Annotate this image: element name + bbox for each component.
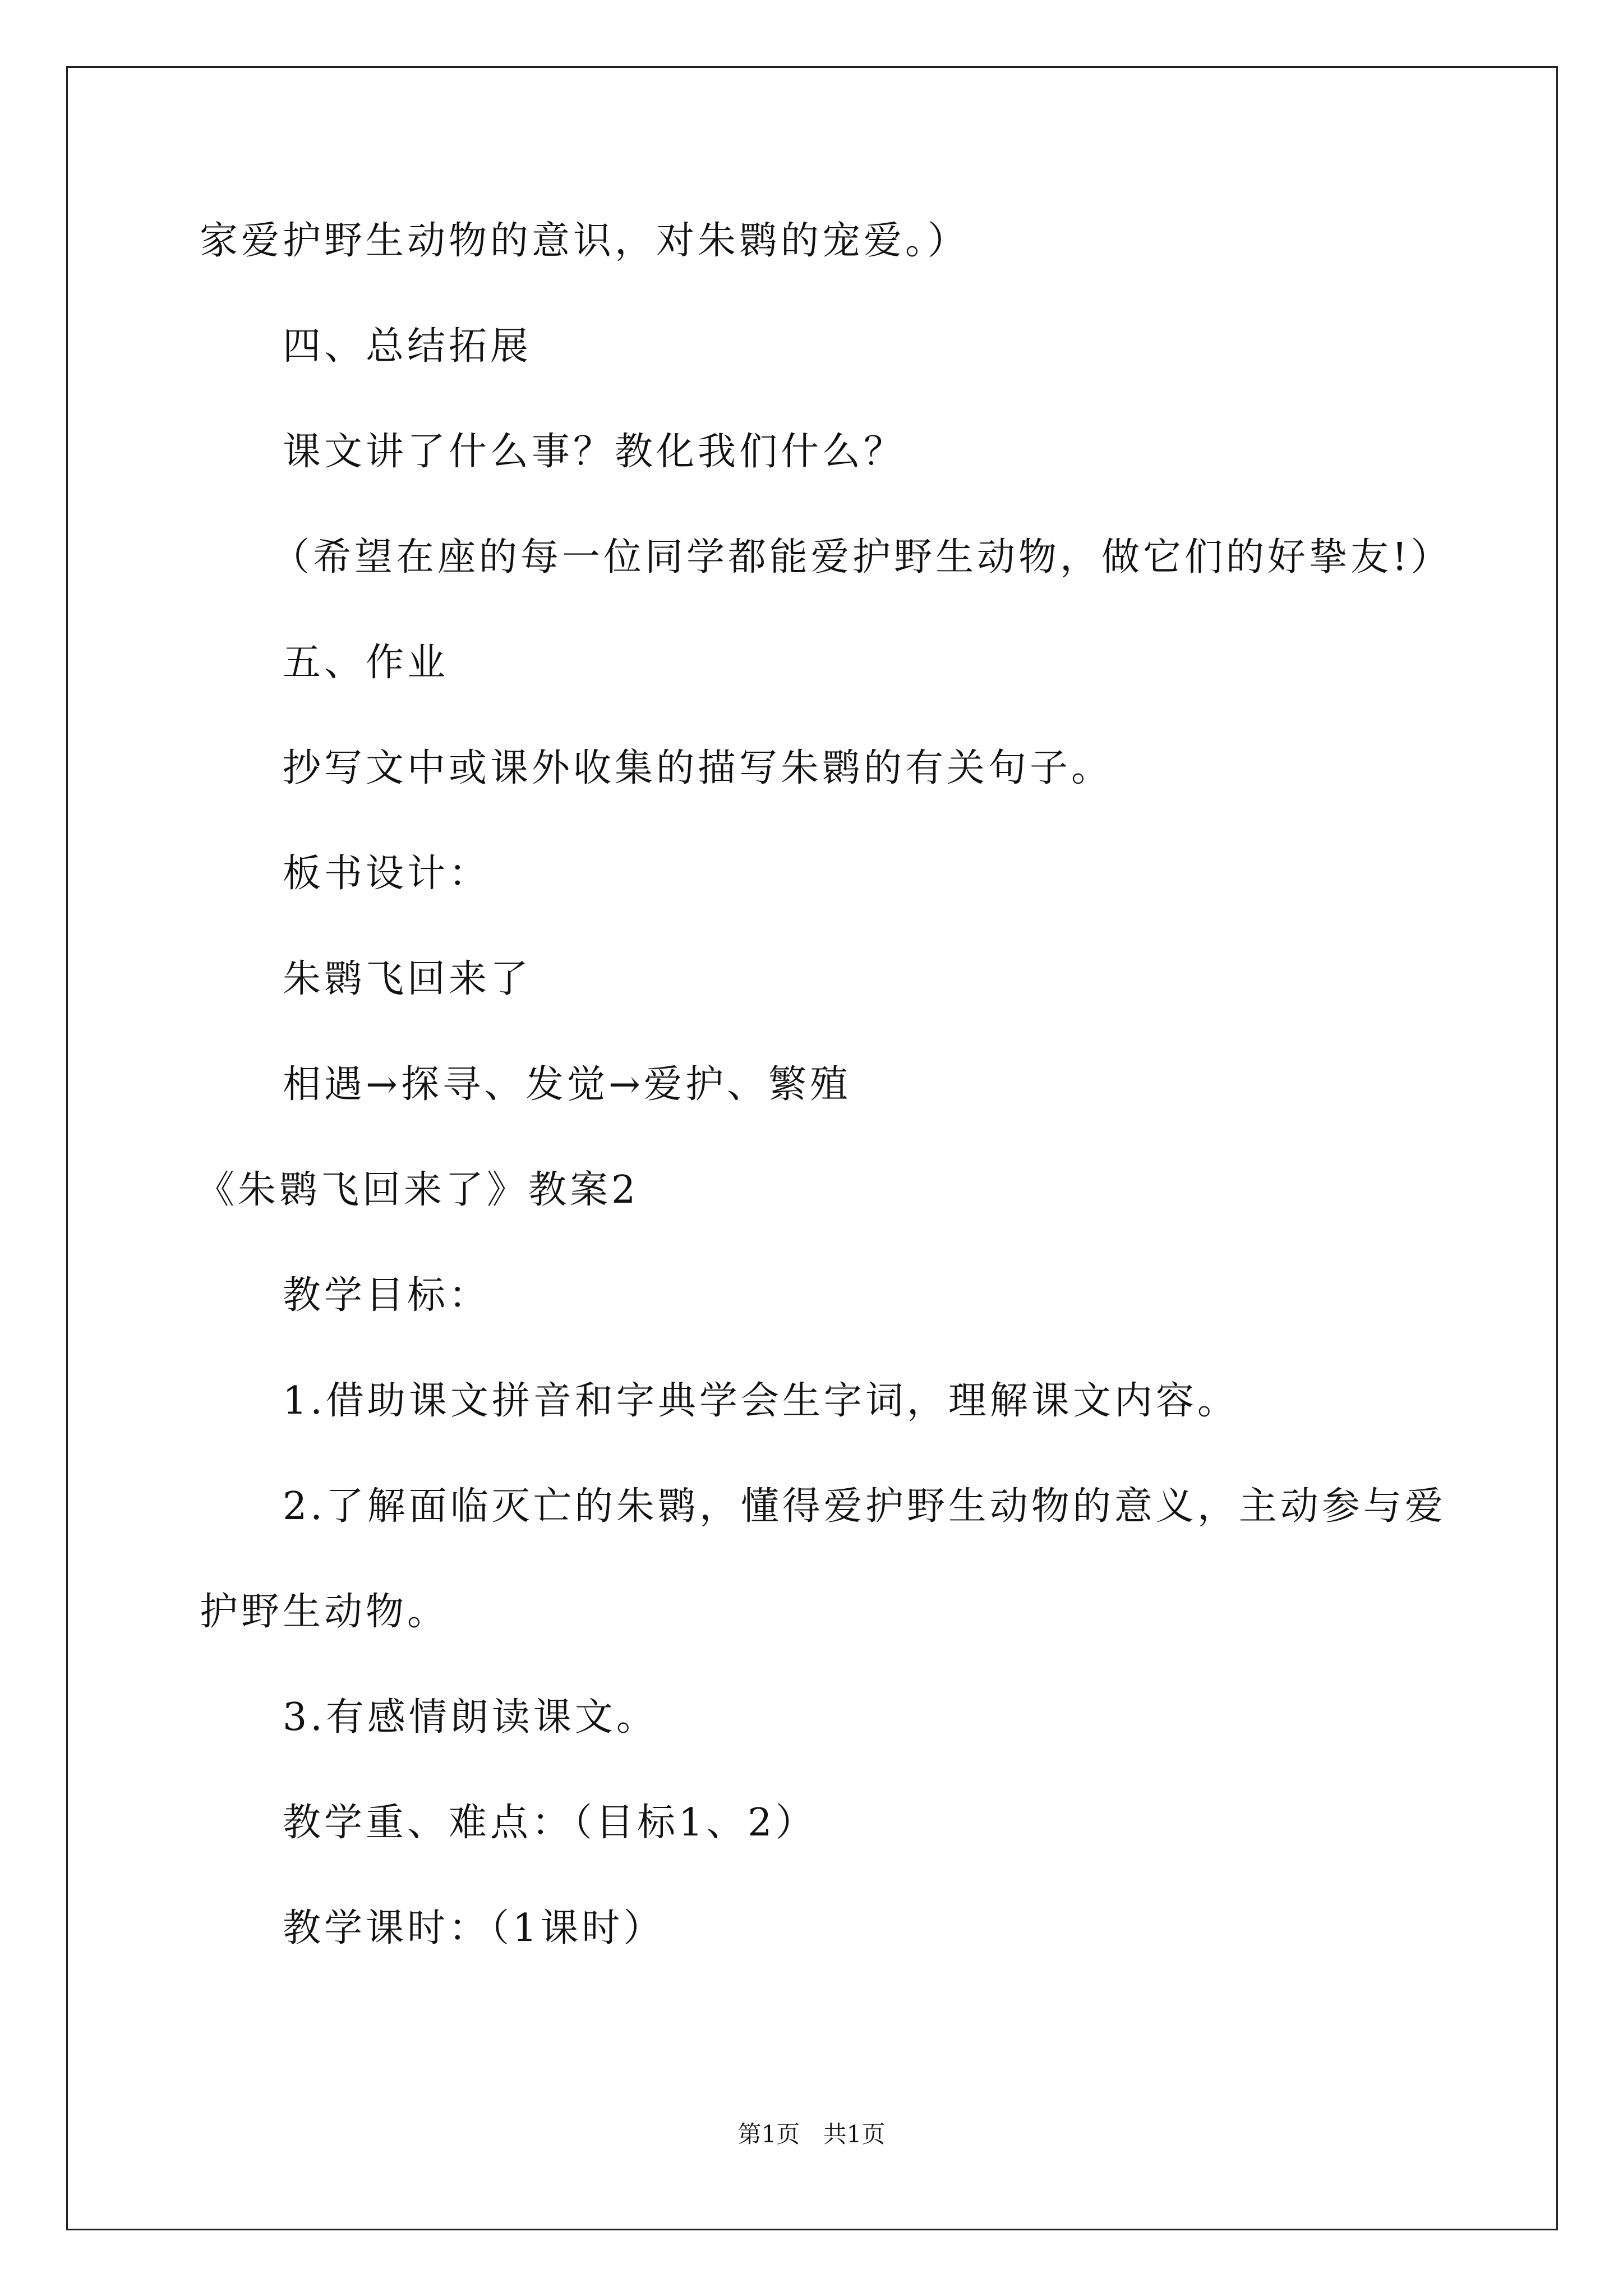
text-line: 2.了解面临灭亡的朱鹮，懂得爱护野生动物的意义，主动参与爱 (283, 1484, 1446, 1529)
text-line: 家爱护野生动物的意识，对朱鹮的宠爱。） (200, 219, 970, 263)
text-line: （希望在座的每一位同学都能爱护野生动物，做它们的好挚友!） (271, 535, 1453, 579)
page-footer (0, 2118, 1623, 2151)
section-heading: 四、总结拓展 (283, 324, 532, 369)
text-line: 抄写文中或课外收集的描写朱鹮的有关句子。 (283, 746, 1113, 790)
document-title: 《朱鹮飞回来了》教案2 (196, 1168, 639, 1212)
page-total: 共1页 (823, 2120, 886, 2148)
text-line: 朱鹮飞回来了 (283, 957, 532, 1001)
text-line: 板书设计： (283, 852, 491, 896)
page-number: 第1页 (737, 2120, 800, 2148)
text-line: 教学目标： (283, 1273, 491, 1318)
text-line: 教学课时：（1课时） (283, 1906, 665, 1950)
section-heading: 五、作业 (283, 641, 449, 685)
text-line: 教学重、难点：（目标1、2） (283, 1801, 817, 1845)
text-line: 护野生动物。 (200, 1590, 449, 1634)
text-line: 3.有感情朗读课文。 (283, 1695, 658, 1740)
text-line: 课文讲了什么事？教化我们什么？ (283, 430, 906, 474)
text-line: 相遇→探寻、发觉→爱护、繁殖 (283, 1062, 851, 1107)
text-line: 1.借助课文拼音和字典学会生字词，理解课文内容。 (283, 1379, 1239, 1423)
